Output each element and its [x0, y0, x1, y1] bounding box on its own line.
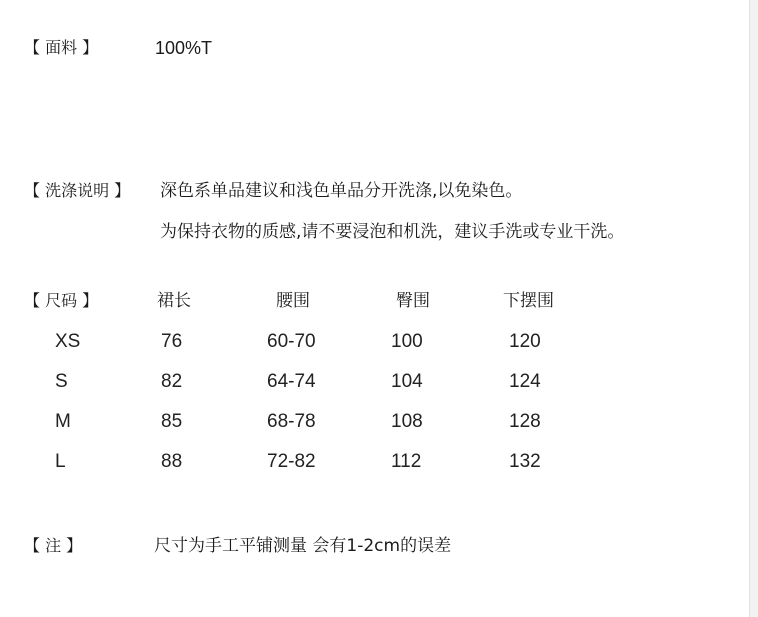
size-cell: 64-74 [267, 371, 316, 392]
size-cell: 60-70 [267, 331, 316, 352]
size-header-skirt-length: 裙长 [157, 291, 191, 311]
care-label: 【 洗涤说明 】 [24, 181, 131, 200]
fabric-label: 【 面料 】 [24, 38, 99, 57]
size-cell: 132 [509, 451, 541, 472]
size-cell: 124 [509, 371, 541, 392]
size-cell: 76 [161, 331, 183, 352]
care-line-2: 为保持衣物的质感,请不要浸泡和机洗，建议手洗或专业干洗。 [160, 222, 625, 242]
size-cell: 82 [161, 371, 183, 392]
size-label: 【 尺码 】 [24, 291, 99, 310]
size-cell: 100 [391, 331, 423, 352]
size-cell: 112 [391, 451, 422, 472]
size-cell: 68-78 [267, 411, 316, 432]
size-cell: 108 [391, 411, 423, 432]
size-cell: 128 [509, 411, 541, 432]
fabric-value: 100%T [155, 38, 213, 58]
note-label: 【 注 】 [24, 536, 83, 555]
page-edge-border [749, 0, 758, 617]
size-cell: 104 [391, 371, 423, 392]
size-header-hem: 下摆围 [503, 291, 554, 311]
size-header-waist: 腰围 [276, 291, 310, 311]
size-header-hip: 臀围 [396, 291, 430, 311]
note-text: 尺寸为手工平铺测量 会有1-2cm的误差 [154, 536, 452, 556]
size-cell: 85 [161, 411, 183, 432]
size-row-size: S [55, 371, 68, 392]
size-row-size: L [55, 451, 66, 472]
size-cell: 72-82 [267, 451, 316, 472]
care-line-1: 深色系单品建议和浅色单品分开洗涤,以免染色。 [160, 181, 523, 201]
size-cell: 120 [509, 331, 541, 352]
size-cell: 88 [161, 451, 183, 472]
size-row-size: XS [55, 331, 81, 352]
size-row-size: M [55, 411, 71, 432]
